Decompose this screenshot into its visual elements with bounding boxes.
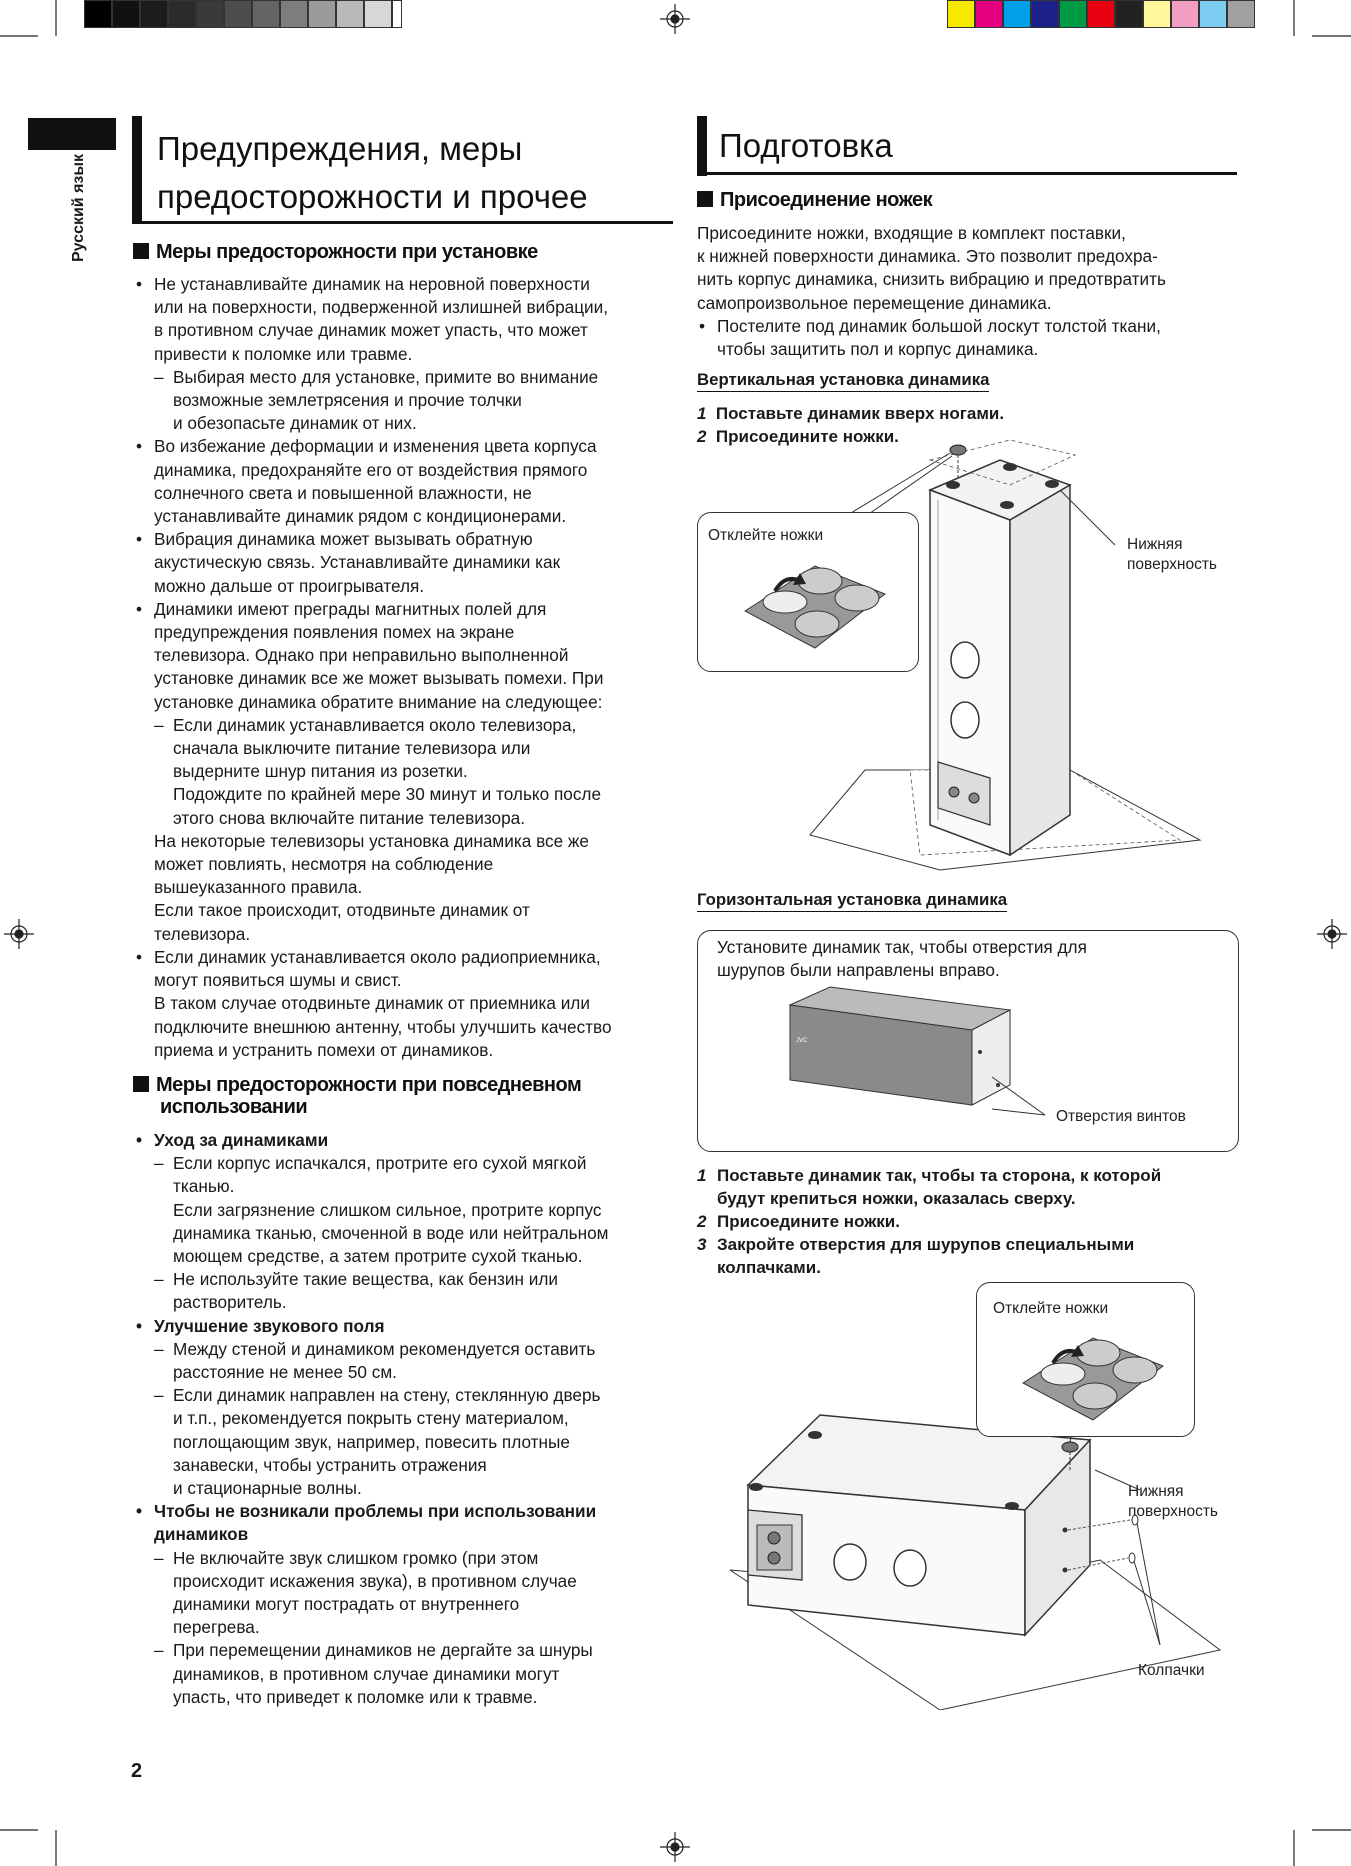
list-item: Вибрация динамика может вызывать обратную: [154, 529, 533, 550]
paragraph-line: нить корпус динамика, снизить вибрацию и предотвратить: [697, 269, 1166, 290]
list-item: привести к поломке или травме.: [154, 343, 413, 364]
subheading-horizontal-install: Горизонтальная установка динамика: [697, 890, 1007, 912]
list-item: Не используйте такие вещества, как бензин или: [173, 1269, 558, 1290]
list-item: вышеуказанного правила.: [154, 877, 363, 898]
step-text: Присоедините ножки.: [717, 1212, 900, 1231]
section-title-bar-right: [697, 116, 707, 176]
heading-attach-feet: [697, 189, 932, 211]
list-item: устанавливайте динамик рядом с кондиционерами.: [154, 506, 567, 527]
list-item: Подождите по крайней мере 30 минут и только после: [173, 784, 601, 805]
step-text: Закройте отверстия для шурупов специальными: [717, 1235, 1135, 1254]
list-item: солнечного света и повышенной влажности, не: [154, 482, 532, 503]
list-item: Между стеной и динамиком рекомендуется оставить: [173, 1338, 596, 1359]
list-item: моющем средстве, а затем протрите сухой тканью.: [173, 1246, 583, 1267]
list-item: занавески, чтобы устранить отражения: [173, 1454, 487, 1475]
language-tab-marker: [28, 118, 116, 150]
list-item: и т.п., рекомендуется покрыть стену материалом,: [173, 1408, 569, 1429]
page-title-warnings: [157, 125, 588, 221]
list-item: и обезопасьте динамик от них.: [173, 413, 417, 434]
list-item: перегрева.: [173, 1617, 260, 1638]
title-underline-right: [697, 172, 1237, 175]
square-bullet-icon: [133, 1076, 149, 1092]
paragraph-line: самопроизвольное перемещение динамика.: [697, 292, 1052, 313]
list-item: расстояние не менее 50 см.: [173, 1362, 397, 1383]
list-item: Не включайте звук слишком громко (при этом: [173, 1547, 539, 1568]
list-item: подключите внешнюю антенну, чтобы улучшить качество: [154, 1016, 612, 1037]
list-item: можно дальше от проигрывателя.: [154, 575, 425, 596]
list-item: На некоторые телевизоры установка динамика все же: [154, 830, 589, 851]
list-item: упасть, что приведет к поломке или к травме.: [173, 1686, 538, 1707]
list-item: динамика тканью, смоченной в воде или нейтральном: [173, 1222, 609, 1243]
paragraph-line: Установите динамик так, чтобы отверстия для: [717, 937, 1087, 957]
list-item: растворитель.: [173, 1292, 287, 1313]
heading-install-precautions: [133, 241, 538, 263]
horizontal-callout-text: [717, 936, 1087, 982]
step-text: Поставьте динамик так, чтобы та сторона, к которой: [717, 1166, 1162, 1185]
list-item: этого снова включайте питание телевизора.: [173, 807, 525, 828]
step-number: 3: [697, 1235, 707, 1254]
paragraph-line: шурупов были направлены вправо.: [717, 960, 1000, 981]
daily-precautions-list: • Уход за динамиками – Если корпус испачкался, протрите его сухой мягкой тканью. Если загрязнение слишком сильное, протрите корпус динамика тканью, смоченной в воде или нейтральном моющем средстве, а затем протрите сухой тканью. – Не используйте такие вещества, как бензин или растворитель. • Улучшение звукового поля – Между стеной и динамиком рекомендуется оставить расстояние не менее 50 см. – Если динамик направлен на стену, стеклянную дверь и т.п., рекомендуется покрыть стену материалом, поглощающим звук, например, повесить плотные занавески, чтобы устранить отражения и стационарные волны. • Чтобы не возникали проблемы при использовании динамиков – Не включайте звук слишком громко (при этом происходит искажения звука), в противном случае динамики могут пострадать от внутреннего перегрева. – При перемещении динамиков не дергайте за шнуры динамиков, в противном случае динамики могут упасть, что приведет к поломке или к травме.: [136, 1129, 676, 1709]
list-item: поглощающим звук, например, повесить плотные: [173, 1431, 570, 1452]
heading-daily-precautions-line1: Меры предосторожности при повседневном: [156, 1074, 582, 1096]
list-item: возможные землетрясения и прочие толчки: [173, 390, 522, 411]
attach-feet-intro: Присоедините ножки, входящие в комплект поставки, к нижней поверхности динамика. Это позволит предохра- нить корпус динамика, снизить вибрацию и предотвратить самопроизвольное перемещение динамика. • Постелите под динамик большой лоскут толстой ткани, чтобы защитить пол и корпус динамика.: [697, 222, 1242, 361]
list-item: Если динамик направлен на стену, стеклянную дверь: [173, 1385, 601, 1406]
label-screw-holes: Отверстия винтов: [1056, 1108, 1186, 1125]
list-item: Если динамик устанавливается около телевизора,: [173, 714, 577, 735]
label-bottom-surface-line1: Нижняя: [1127, 536, 1183, 553]
list-item: чтобы защитить пол и корпус динамика.: [717, 339, 1039, 360]
paragraph-line: к нижней поверхности динамика. Это позволит предохра-: [697, 246, 1158, 267]
heading-daily-precautions: [133, 1074, 581, 1118]
list-item: Если такое происходит, отодвиньте динамик от: [154, 900, 530, 921]
list-item: акустическую связь. Устанавливайте динамики как: [154, 552, 561, 573]
list-item: сначала выключите питание телевизора или: [173, 738, 531, 759]
install-precautions-list: • Не устанавливайте динамик на неровной поверхности или на поверхности, подверженной излишней вибрации, в противном случае динамик может упасть, что может привести к поломке или травме. – Выбирая место для установке, примите во внимание возможные землетрясения и прочие толчки и обезопасьте динамик от них. • Во избежание деформации и изменения цвета корпуса динамика, предохраняйте его от воздействия прямого солнечного света и повышенной влажности, не устанавливайте динамик рядом с кондиционерами. • Вибрация динамика может вызывать обратную акустическую связь. Устанавливайте динамики как можно дальше от проигрывателя. • Динамики имеют преграды магнитных полей для предупреждения появления помех на экране телевизора. Однако при неправильно выполненной установке динамик все же может вызывать помехи. При установке динамика обратите внимание на следующее: – Если динамик устанавливается около телевизора, сначала выключите питание телевизора или выдерните шнур питания из розетки. Подождите по крайней мере 30 минут и только после этого снова включайте питание телевизора. На некоторые телевизоры установка динамика все же может повлиять, несмотря на соблюдение вышеуказанного правила. Если такое происходит, отодвиньте динамик от телевизора. • Если динамик устанавливается около радиоприемника, могут появиться шумы и свист. В таком случае отодвиньте динамик от приемника или подключите внешнюю антенну, чтобы улучшить качество приема и устранить помехи от динамиков.: [136, 273, 676, 1062]
heading-install-precautions-text: Меры предосторожности при установке: [156, 241, 538, 263]
page-title-warnings-line2: предосторожности и прочее: [157, 178, 588, 215]
step-text: Поставьте динамик вверх ногами.: [715, 404, 1005, 423]
label-caps: Колпачки: [1138, 1662, 1205, 1679]
feet-sheet-icon: [1018, 1328, 1168, 1428]
label-bottom-surface-vertical: [1127, 535, 1217, 575]
heading-daily-precautions-line2: использовании: [160, 1096, 308, 1118]
step-text: будут крепиться ножки, оказалась сверху.: [717, 1189, 1076, 1208]
svg-text:JVC: JVC: [796, 1038, 808, 1044]
list-item: динамиков: [154, 1524, 249, 1545]
list-item: Если динамик устанавливается около радиоприемника,: [154, 946, 601, 967]
list-item: тканью.: [173, 1176, 235, 1197]
list-item: Если корпус испачкался, протрите его сухой мягкой: [173, 1153, 587, 1174]
list-item: Уход за динамиками: [154, 1130, 329, 1150]
label-bottom-surface-line1: Нижняя: [1128, 1483, 1184, 1500]
list-item: установке динамика обратите внимание на следующее:: [154, 691, 603, 712]
square-bullet-icon: [133, 243, 149, 259]
page-title-warnings-line1: Предупреждения, меры: [157, 130, 523, 167]
label-bottom-surface-horizontal: [1128, 1482, 1218, 1522]
list-item: и стационарные волны.: [173, 1478, 362, 1499]
list-item: динамика, предохраняйте его от воздействия прямого: [154, 459, 588, 480]
list-item: динамики могут пострадать от внутреннего: [173, 1594, 520, 1615]
list-item: Постелите под динамик большой лоскут толстой ткани,: [717, 315, 1161, 336]
list-item: Чтобы не возникали проблемы при использовании: [154, 1501, 597, 1522]
step-number: 2: [697, 1212, 707, 1231]
list-item: происходит искажения звука), в противном случае: [173, 1570, 577, 1591]
step-text: Присоедините ножки.: [715, 427, 899, 446]
holes-leader-lines: [990, 1075, 1050, 1125]
list-item: выдерните шнур питания из розетки.: [173, 761, 468, 782]
list-item: в противном случае динамик может упасть, что может: [154, 320, 588, 341]
list-item: могут появиться шумы и свист.: [154, 970, 402, 991]
list-item: В таком случае отодвиньте динамик от приемника или: [154, 993, 590, 1014]
list-item: установке динамик все же может вызывать помехи. При: [154, 668, 604, 689]
horizontal-steps: [697, 1164, 1161, 1279]
heading-attach-feet-text: Присоединение ножек: [720, 189, 933, 211]
list-item: может повлиять, несмотря на соблюдение: [154, 854, 494, 875]
list-item: При перемещении динамиков не дергайте за шнуры: [173, 1640, 593, 1661]
list-item: Во избежание деформации и изменения цвета корпуса: [154, 436, 597, 457]
list-item: Не устанавливайте динамик на неровной поверхности: [154, 274, 590, 294]
page-number: 2: [131, 1760, 143, 1782]
list-item: Улучшение звукового поля: [154, 1315, 385, 1336]
label-peel-feet: Отклейте ножки: [993, 1300, 1109, 1317]
subheading-vertical-install: Вертикальная установка динамика: [697, 370, 989, 392]
section-title-bar: [132, 116, 142, 224]
label-bottom-surface-line2: поверхность: [1127, 556, 1217, 573]
feet-sheet-icon: [740, 556, 890, 656]
list-item: Если загрязнение слишком сильное, протрите корпус: [173, 1199, 602, 1220]
page-title-preparation: Подготовка: [719, 127, 893, 164]
step-number: 2: [697, 427, 707, 446]
language-side-label-text: Русский язык: [70, 153, 87, 262]
list-item: или на поверхности, подверженной излишней вибрации,: [154, 297, 609, 318]
list-item: приема и устранить помехи от динамиков.: [154, 1039, 494, 1060]
paragraph-line: Присоедините ножки, входящие в комплект поставки,: [697, 223, 1126, 243]
step-number: 1: [697, 1166, 707, 1185]
label-peel-feet: Отклейте ножки: [708, 527, 824, 544]
list-item: телевизора. Однако при неправильно выполненной: [154, 645, 569, 666]
language-side-label: [70, 153, 96, 262]
list-item: предупреждения появления помех на экране: [154, 622, 515, 643]
step-text: колпачками.: [717, 1258, 821, 1277]
label-bottom-surface-line2: поверхность: [1128, 1503, 1218, 1520]
list-item: динамиков, в противном случае динамики могут: [173, 1663, 560, 1684]
square-bullet-icon: [697, 191, 713, 207]
title-underline: [132, 221, 673, 224]
step-number: 1: [697, 404, 707, 423]
list-item: Динамики имеют преграды магнитных полей для: [154, 598, 547, 619]
list-item: телевизора.: [154, 923, 251, 944]
list-item: Выбирая место для установке, примите во внимание: [173, 366, 599, 387]
